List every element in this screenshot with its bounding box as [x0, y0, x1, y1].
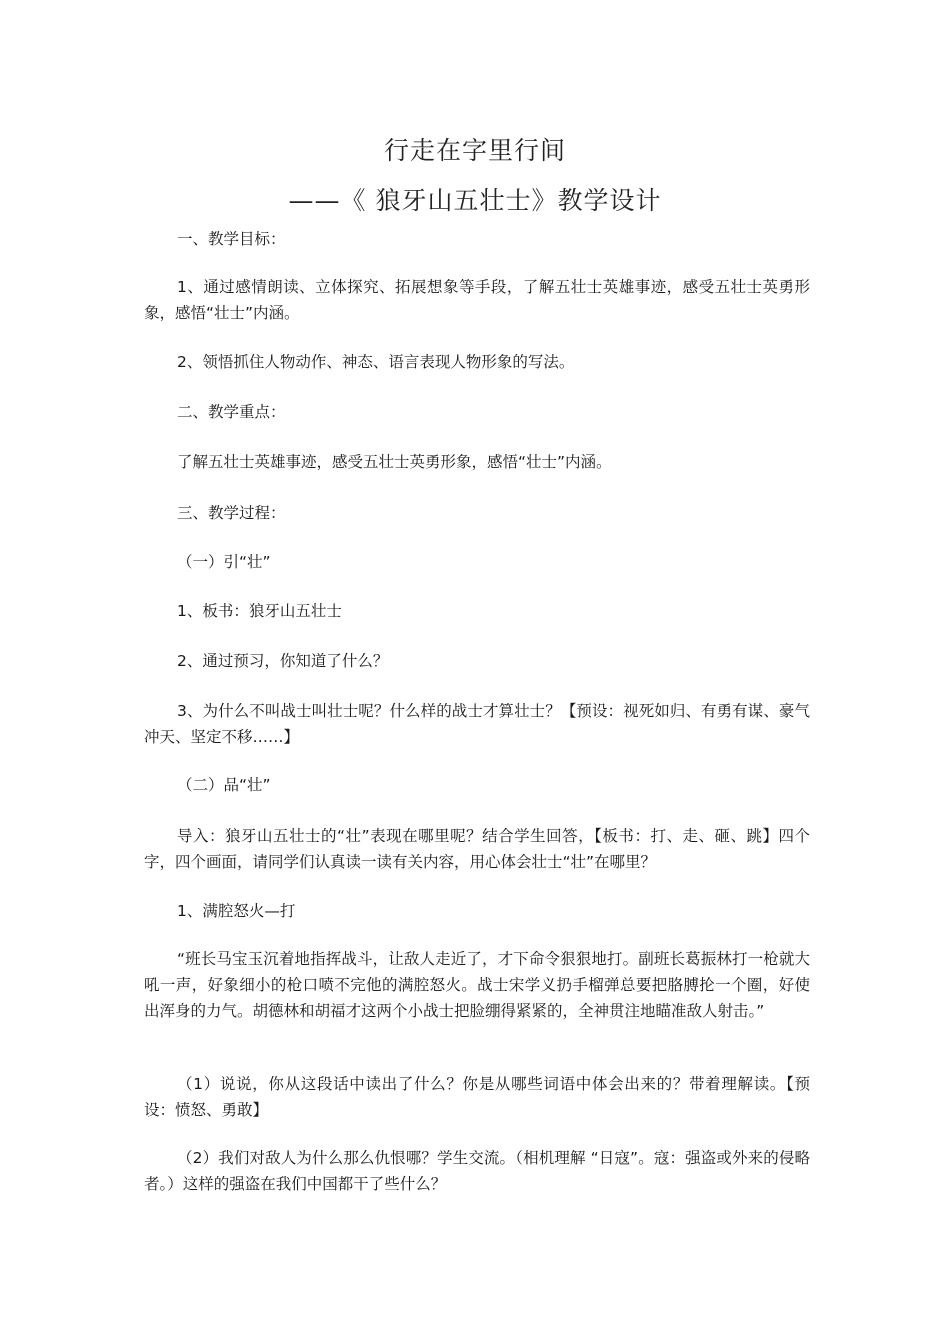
- subsection-heading-1: 1、满腔怒火—打: [177, 902, 296, 920]
- section-heading-objectives: 一、教学目标：: [177, 230, 286, 248]
- key-points-text: 了解五壮士英雄事迹，感受五壮士英勇形象，感悟“壮士”内涵。: [177, 453, 612, 471]
- quoted-passage: “班长马宝玉沉着地指挥战斗，让敌人走近了，才下命令狠狠地打。副班长葛振林打一枪就大吼一声，好象细小的枪口喷不完他的满腔怒火。战士宋学义扔手榴弹总要把胳膊抡一个圈，好使出浑身的力气。胡德林和胡福才这两个小战士把脸绷得紧紧的，全神贯注地瞄准敌人射击。”: [144, 950, 810, 1020]
- question-2: （2）我们对敌人为什么那么仇恨哪？学生交流。（相机理解 “日寇”。寇：强盗或外来的侵略者。）这样的强盗在我们中国都干了些什么？: [144, 1149, 810, 1193]
- step-heading-1: （一）引“壮”: [177, 553, 271, 571]
- section-heading-process: 三、教学过程：: [177, 504, 286, 522]
- document-subtitle: ——《 狼牙山五壮士》教学设计: [288, 186, 662, 215]
- step-2-intro: 导入：狼牙山五壮士的“壮”表现在哪里呢？结合学生回答，【板书：打、走、砸、跳】四个字，四个画面，请同学们认真读一读有关内容，用心体会壮士“壮”在哪里？: [144, 827, 810, 871]
- document-title: 行走在字里行间: [383, 136, 566, 165]
- step-1-item-1: 1、板书：狼牙山五壮士: [177, 602, 342, 620]
- step-1-item-3: 3、为什么不叫战士叫壮士呢？什么样的战士才算壮士？【预设：视死如归、有勇有谋、豪气冲天、坚定不移……】: [144, 702, 810, 746]
- question-1: （1）说说，你从这段话中读出了什么？你是从哪些词语中体会出来的？带着理解读。【预设：愤怒、勇敢】: [144, 1075, 810, 1119]
- step-heading-2: （二）品“壮”: [177, 776, 271, 794]
- objective-1: 1、通过感情朗读、立体探究、拓展想象等手段，了解五壮士英雄事迹，感受五壮士英勇形象，感悟“壮士”内涵。: [144, 278, 810, 322]
- section-heading-key-points: 二、教学重点：: [177, 403, 286, 421]
- objective-2: 2、领悟抓住人物动作、神态、语言表现人物形象的写法。: [177, 353, 575, 371]
- step-1-item-2: 2、通过预习，你知道了什么？: [177, 652, 389, 670]
